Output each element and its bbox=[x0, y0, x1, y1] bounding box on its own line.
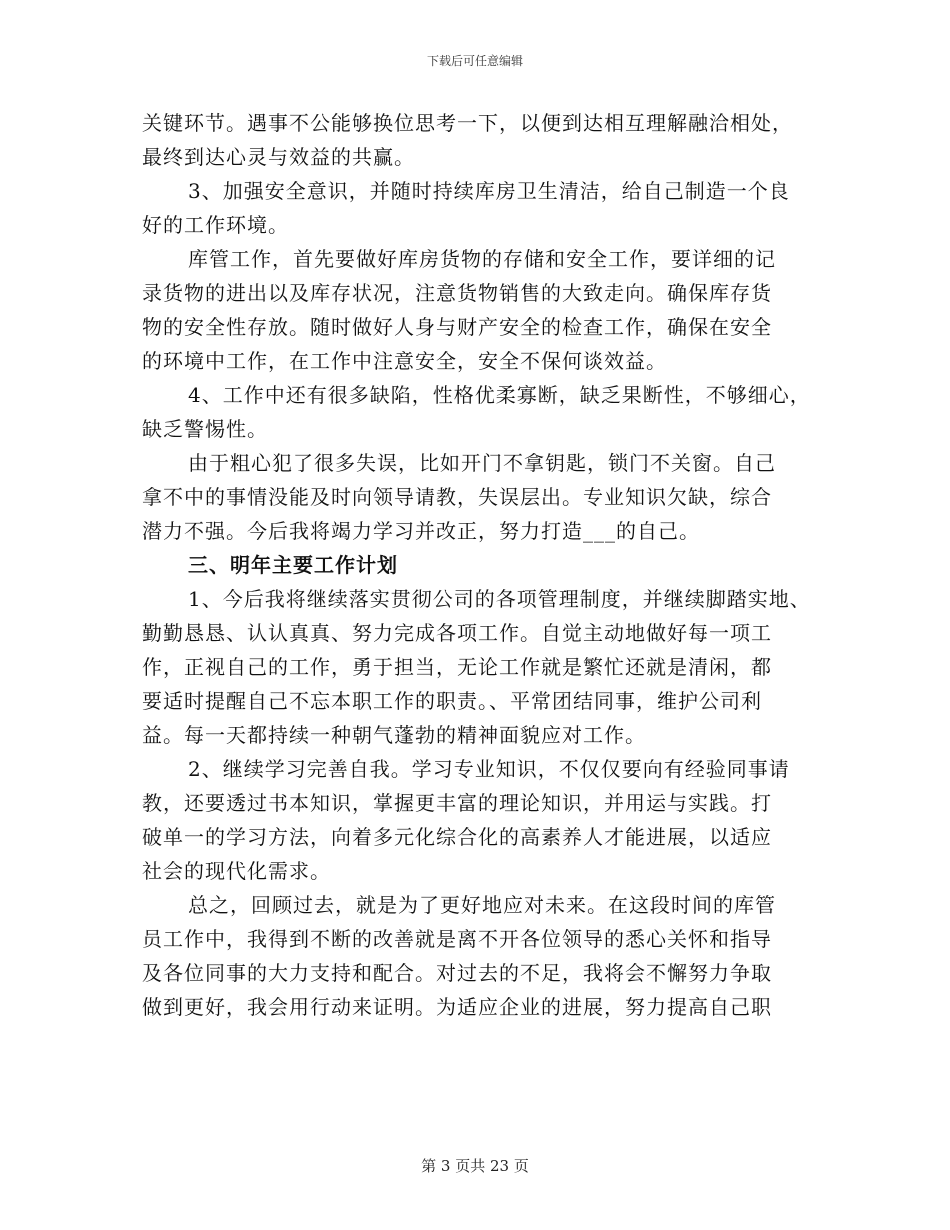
body-line: 破单一的学习方法，向着多元化综合化的高素养人才能进展，以适应 bbox=[142, 825, 772, 849]
body-line: 勤勤恳恳、认认真真、努力完成各项工作。自觉主动地做好每一项工 bbox=[142, 621, 772, 645]
body-line: 的环境中工作，在工作中注意安全，安全不保何谈效益。 bbox=[142, 349, 667, 373]
body-line: 4、工作中还有很多缺陷，性格优柔寡断，缺乏果断性，不够细心， bbox=[188, 383, 811, 407]
body-line: 总之，回顾过去，就是为了更好地应对未来。在这段时间的库管 bbox=[188, 893, 776, 917]
body-line: 教，还要透过书本知识，掌握更丰富的理论知识，并用运与实践。打 bbox=[142, 791, 772, 815]
body-line: 库管工作，首先要做好库房货物的存储和安全工作，要详细的记 bbox=[188, 247, 776, 271]
body-line: 要适时提醒自己不忘本职工作的职责。、平常团结同事，维护公司利 bbox=[142, 689, 762, 713]
body-line: 社会的现代化需求。 bbox=[142, 859, 331, 883]
body-line: 及各位同事的大力支持和配合。对过去的不足，我将会不懈努力争取 bbox=[142, 961, 772, 985]
body-line: 缺乏警惕性。 bbox=[142, 417, 268, 441]
body-line: 1、今后我将继续落实贯彻公司的各项管理制度，并继续脚踏实地、 bbox=[188, 587, 811, 611]
body-line: 物的安全性存放。随时做好人身与财产安全的检查工作，确保在安全 bbox=[142, 315, 772, 339]
body-line: 最终到达心灵与效益的共赢。 bbox=[142, 145, 415, 169]
document-body bbox=[142, 106, 822, 1024]
body-line: 3、加强安全意识，并随时持续库房卫生清洁，给自己制造一个良 bbox=[188, 179, 790, 203]
section-heading: 三、明年主要工作计划 bbox=[188, 553, 398, 577]
body-line: 2、继续学习完善自我。学习专业知识，不仅仅要向有经验同事请 bbox=[188, 757, 790, 781]
body-line: 做到更好，我会用行动来证明。为适应企业的进展，努力提高自己职 bbox=[142, 995, 772, 1019]
page-header: 下载后可任意编辑 bbox=[426, 54, 523, 68]
body-line: 员工作中，我得到不断的改善就是离不开各位领导的悉心关怀和指导 bbox=[142, 927, 772, 951]
body-line: 益。每一天都持续一种朝气蓬勃的精神面貌应对工作。 bbox=[142, 723, 646, 747]
body-line: 录货物的进出以及库存状况，注意货物销售的大致走向。确保库存货 bbox=[142, 281, 772, 305]
body-line: 好的工作环境。 bbox=[142, 213, 289, 237]
body-line: 拿不中的事情没能及时向领导请教，失误层出。专业知识欠缺，综合 bbox=[142, 485, 772, 509]
body-line: 关键环节。遇事不公能够换位思考一下，以便到达相互理解融洽相处， bbox=[142, 111, 793, 135]
body-line: 由于粗心犯了很多失误，比如开门不拿钥匙，锁门不关窗。自己 bbox=[188, 451, 776, 475]
body-line: 作，正视自己的工作，勇于担当，无论工作就是繁忙还就是清闲，都 bbox=[142, 655, 772, 679]
page-number: 第 3 页共 23 页 bbox=[421, 1157, 529, 1175]
body-line: 潜力不强。今后我将竭力学习并改正，努力打造___的自己。 bbox=[142, 519, 700, 543]
